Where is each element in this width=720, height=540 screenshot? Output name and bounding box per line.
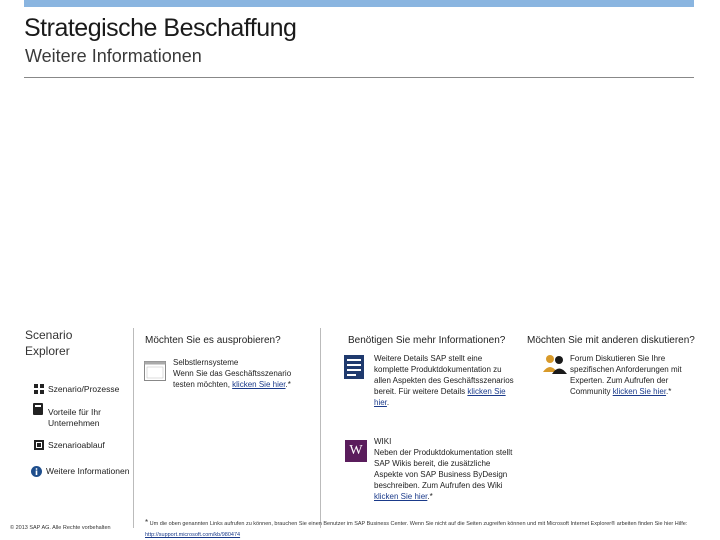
sidebar-title: Scenario Explorer [25, 328, 73, 358]
info-heading: Benötigen Sie mehr Informationen? [348, 335, 506, 346]
window-icon [144, 361, 166, 386]
info-icon [31, 466, 42, 477]
try-text: Selbstlernsysteme Wenn Sie das Geschäftsszenario testen möchten, klicken Sie hier.* [173, 358, 292, 389]
microsoft-help-link[interactable]: http://support.microsoft.com/kb/980474 [145, 532, 241, 538]
forum-icon [543, 354, 567, 379]
sidebar-item-weitere-informationen[interactable] [31, 466, 129, 477]
column-divider [133, 328, 134, 528]
header-divider [24, 77, 694, 78]
wiki-icon: W [345, 440, 367, 467]
footnote: * Um die oben genannten Links aufrufen zu können, brauchen Sie einen Benutzer im SAP Business Center. Wenn Sie nicht auf die Seiten zugreifen können und mit Microsoft Internet Explorer® arbeiten finden Sie hier Hilfe: http://support.microsoft.com/kb/980474 [145, 518, 688, 538]
sidebar-item-label: Szenario/Prozesse [48, 384, 120, 394]
sidebar-item-vorteile[interactable] [34, 405, 124, 427]
sidebar-item-szenarioablauf[interactable] [34, 440, 105, 451]
page-title: Strategische Beschaffung [24, 14, 297, 42]
forum-text: Forum Diskutieren Sie Ihre spezifischen Anforderungen mit Experten. Zum Aufrufen der Community klicken Sie hier.* [570, 354, 682, 396]
try-link[interactable]: klicken Sie hier [232, 380, 286, 389]
sidebar-item-label: Vorteile für Ihr Unternehmen [48, 407, 101, 428]
calculator-icon [33, 403, 43, 414]
sidebar-item-szenario-prozesse[interactable] [34, 384, 119, 395]
grid-icon [34, 384, 44, 395]
top-accent-bar [24, 0, 694, 7]
wiki-text: WIKI Neben der Produktdokumentation stellt SAP Wikis bereit, die zusätzliche Aspekte von SAP Business ByDesign beschreiben. Zum Aufrufen des Wiki klicken Sie hier.* [374, 437, 513, 501]
sidebar-item-label: Weitere Informationen [46, 466, 130, 476]
discuss-heading: Möchten Sie mit anderen diskutieren? [527, 335, 695, 346]
doc-text: Weitere Details SAP stellt eine komplette Produktdokumentation zu allen Aspekten des Geschäftsszenarios bereit. Für weitere Details klicken Sie hier. [374, 354, 514, 407]
page-subtitle: Weitere Informationen [25, 46, 202, 66]
column-divider [320, 328, 321, 528]
doc-link[interactable]: klicken Sie hier [374, 387, 506, 407]
document-icon [344, 355, 364, 384]
copyright-text: © 2013 SAP AG. Alle Rechte vorbehalten [10, 525, 111, 531]
wiki-link[interactable]: klicken Sie hier [374, 492, 428, 501]
try-heading: Möchten Sie es ausprobieren? [145, 335, 281, 346]
flow-icon [34, 440, 44, 451]
forum-link[interactable]: klicken Sie hier [612, 387, 667, 396]
sidebar-item-label: Szenarioablauf [48, 440, 105, 450]
